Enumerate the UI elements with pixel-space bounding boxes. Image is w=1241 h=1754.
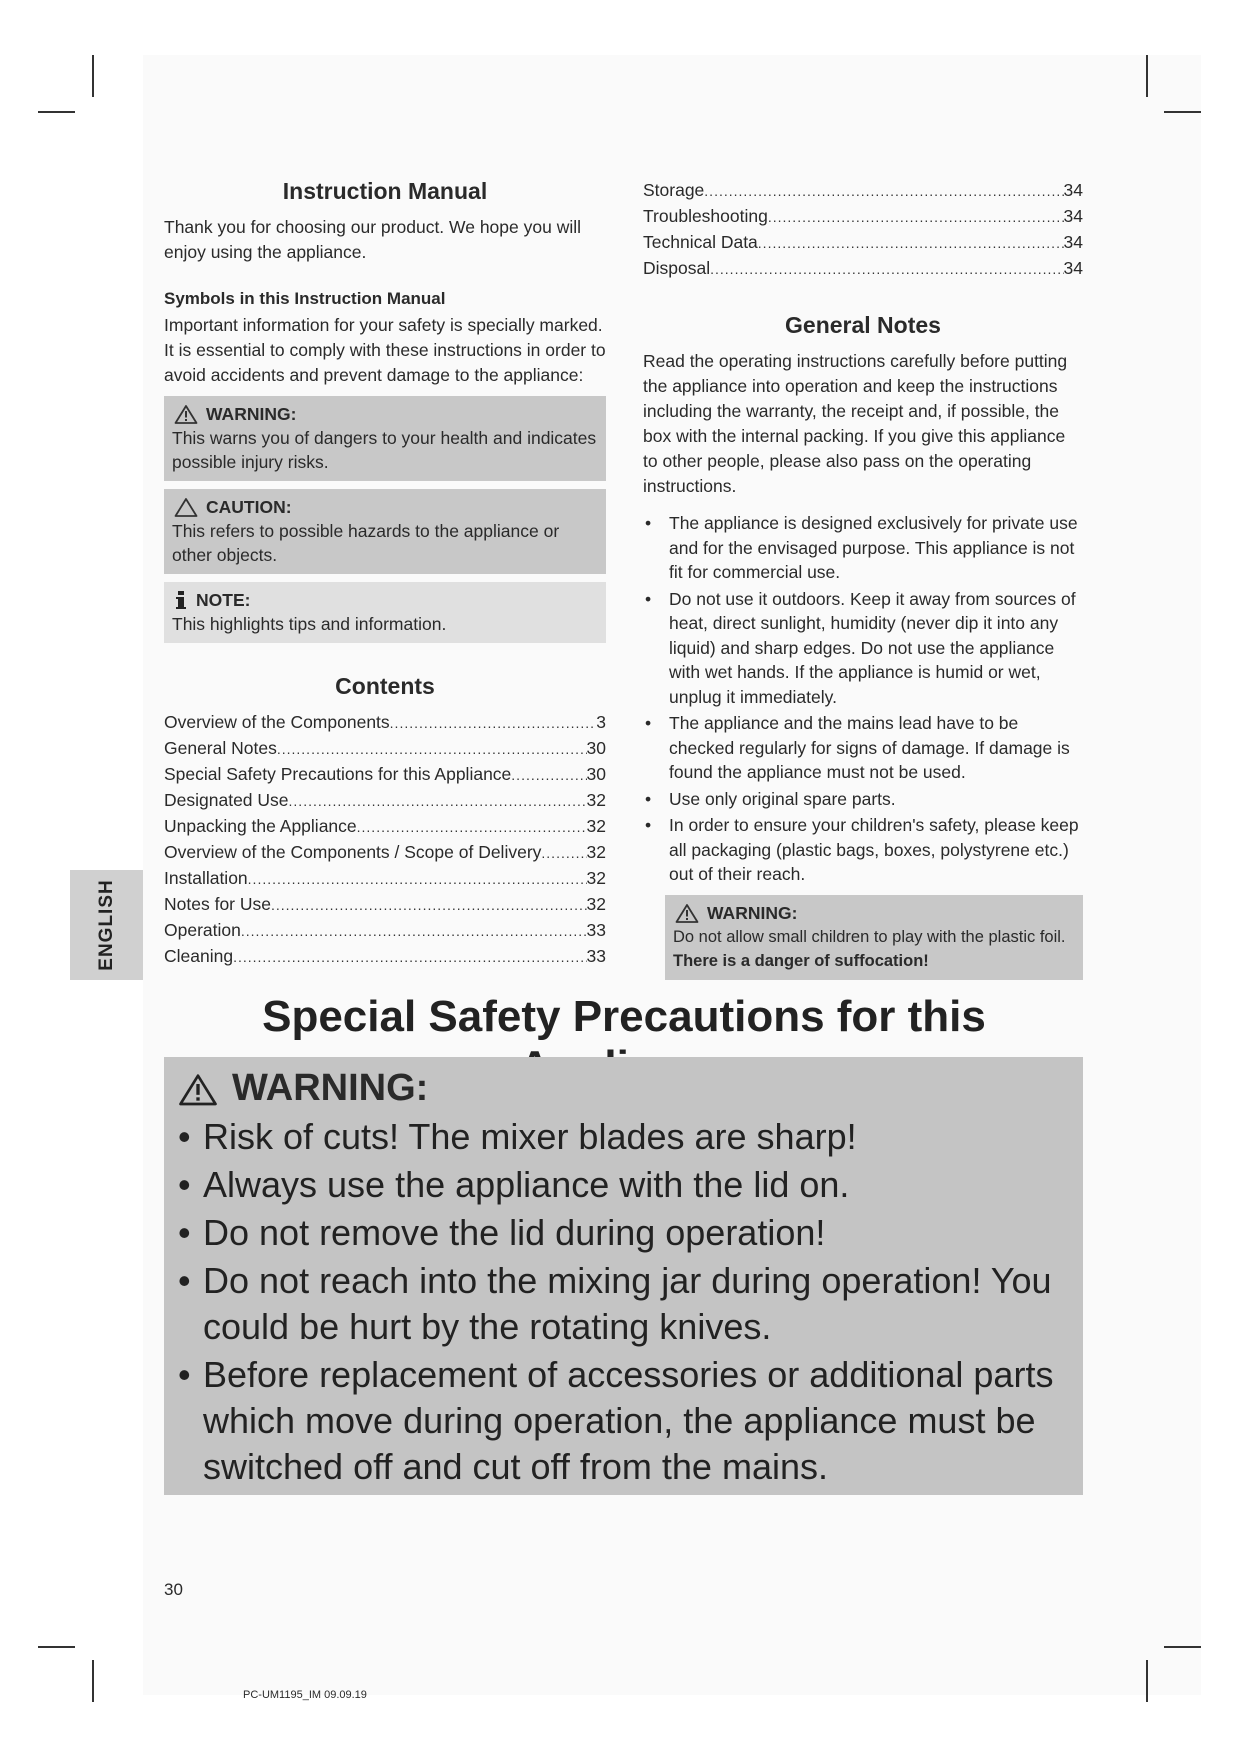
general-notes-list — [643, 511, 1083, 887]
crop-mark — [92, 55, 94, 97]
caution-text: This refers to possible hazards to the appliance or other objects. — [172, 521, 560, 565]
toc-entry: Installation ..... 32 — [164, 866, 606, 892]
warning-label: WARNING: — [206, 404, 297, 424]
caution-box — [164, 489, 606, 574]
suffocation-warning-text: Do not allow small children to play with the plastic foil. — [673, 927, 1066, 946]
toc-entry: Technical Data ..... 34 — [643, 230, 1083, 256]
list-item: • Before replacement of accessories or additional parts which move during operation, the appliance must be switched off and cut off from the mains. — [176, 1352, 1071, 1490]
toc-entry: Overview of the Components ..... 3 — [164, 710, 606, 736]
safety-warning-title — [176, 1067, 1083, 1110]
safety-warning-label: WARNING: — [232, 1067, 429, 1109]
right-column — [643, 178, 1083, 980]
caution-box-title — [172, 495, 598, 519]
list-item: • Do not reach into the mixing jar during operation! You could be hurt by the rotating knives. — [176, 1258, 1071, 1350]
contents-list-continued — [643, 178, 1083, 282]
language-tab — [70, 870, 143, 980]
left-column — [164, 178, 606, 970]
note-label: NOTE: — [196, 590, 251, 610]
toc-entry: Special Safety Precautions for this Appliance ..... 30 — [164, 762, 606, 788]
toc-entry: Overview of the Components / Scope of Delivery ..... 32 — [164, 840, 606, 866]
note-text: This highlights tips and information. — [172, 614, 447, 634]
suffocation-warning-label: WARNING: — [707, 902, 798, 923]
crop-mark — [92, 1660, 94, 1702]
toc-entry: Operation ..... 33 — [164, 918, 606, 944]
page-number: 30 — [164, 1580, 183, 1599]
crop-mark — [1164, 1646, 1201, 1648]
list-item: • Risk of cuts! The mixer blades are sharp! — [176, 1114, 1071, 1160]
toc-entry: Unpacking the Appliance ..... 32 — [164, 814, 606, 840]
suffocation-warning-title — [673, 901, 1075, 925]
safety-list — [164, 1114, 1083, 1490]
intro-text: Thank you for choosing our product. We hope you will enjoy using the appliance. — [164, 217, 581, 262]
contents-list — [164, 710, 606, 970]
toc-entry: Troubleshooting ..... 34 — [643, 204, 1083, 230]
note-box — [164, 582, 606, 643]
safety-warning-box — [164, 1057, 1083, 1495]
toc-entry: Disposal ..... 34 — [643, 256, 1083, 282]
contents-title: Contents — [335, 673, 435, 699]
list-item: • Do not use it outdoors. Keep it away from sources of heat, direct sunlight, humidity (never dip it into any liquid) and sharp edges. Do not use the appliance with wet hands. If the appliance is humid or wet, unplug it immediately. — [643, 587, 1083, 710]
intro-title: Instruction Manual — [282, 178, 488, 204]
toc-entry: Designated Use ..... 32 — [164, 788, 606, 814]
warning-triangle-icon — [675, 903, 699, 923]
warning-box-title — [172, 402, 598, 426]
list-item: • In order to ensure your children's safety, please keep all packaging (plastic bags, boxes, polystyrene etc.) out of their reach. — [643, 813, 1083, 887]
general-notes-title: General Notes — [785, 312, 941, 338]
info-icon — [174, 590, 188, 610]
language-tab-label: ENGLISH — [95, 879, 117, 971]
note-box-title — [172, 588, 598, 612]
symbols-text: Important information for your safety is specially marked. It is essential to comply with these instructions in order to avoid accidents and prevent damage to the appliance: — [164, 315, 606, 385]
suffocation-warning-box — [665, 895, 1083, 980]
toc-entry: Cleaning ..... 33 — [164, 944, 606, 970]
list-item: • Always use the appliance with the lid on. — [176, 1162, 1071, 1208]
warning-triangle-icon — [174, 404, 198, 424]
toc-entry: Storage ..... 34 — [643, 178, 1083, 204]
general-notes-text: Read the operating instructions carefully before putting the appliance into operation and keep the instructions including the warranty, the receipt and, if possible, the box with the internal packing. If you give this appliance to other people, please also pass on the operating instructions. — [643, 351, 1068, 496]
toc-entry: Notes for Use ..... 32 — [164, 892, 606, 918]
crop-mark — [38, 111, 75, 113]
crop-mark — [38, 1646, 75, 1648]
safety-title: Special Safety Precautions for this — [262, 992, 986, 1041]
list-item: • Use only original spare parts. — [643, 787, 1083, 812]
caution-triangle-icon — [174, 497, 198, 517]
caution-label: CAUTION: — [206, 497, 292, 517]
suffocation-warning-bold: There is a danger of suffocation! — [673, 951, 929, 970]
crop-mark — [1146, 1660, 1148, 1702]
warning-box — [164, 396, 606, 481]
warning-text: This warns you of dangers to your health and indicates possible injury risks. — [172, 428, 597, 472]
crop-mark — [1164, 111, 1201, 113]
list-item: • Do not remove the lid during operation! — [176, 1210, 1071, 1256]
symbols-heading: Symbols in this Instruction Manual — [164, 289, 446, 308]
list-item: • The appliance is designed exclusively for private use and for the envisaged purpose. This appliance is not fit for commercial use. — [643, 511, 1083, 585]
toc-entry: General Notes ..... 30 — [164, 736, 606, 762]
crop-mark — [1146, 55, 1148, 97]
warning-triangle-icon — [178, 1072, 218, 1106]
list-item: • The appliance and the mains lead have to be checked regularly for signs of damage. If damage is found the appliance must not be used. — [643, 711, 1083, 785]
footer-code: PC-UM1195_IM 09.09.19 — [243, 1689, 367, 1701]
